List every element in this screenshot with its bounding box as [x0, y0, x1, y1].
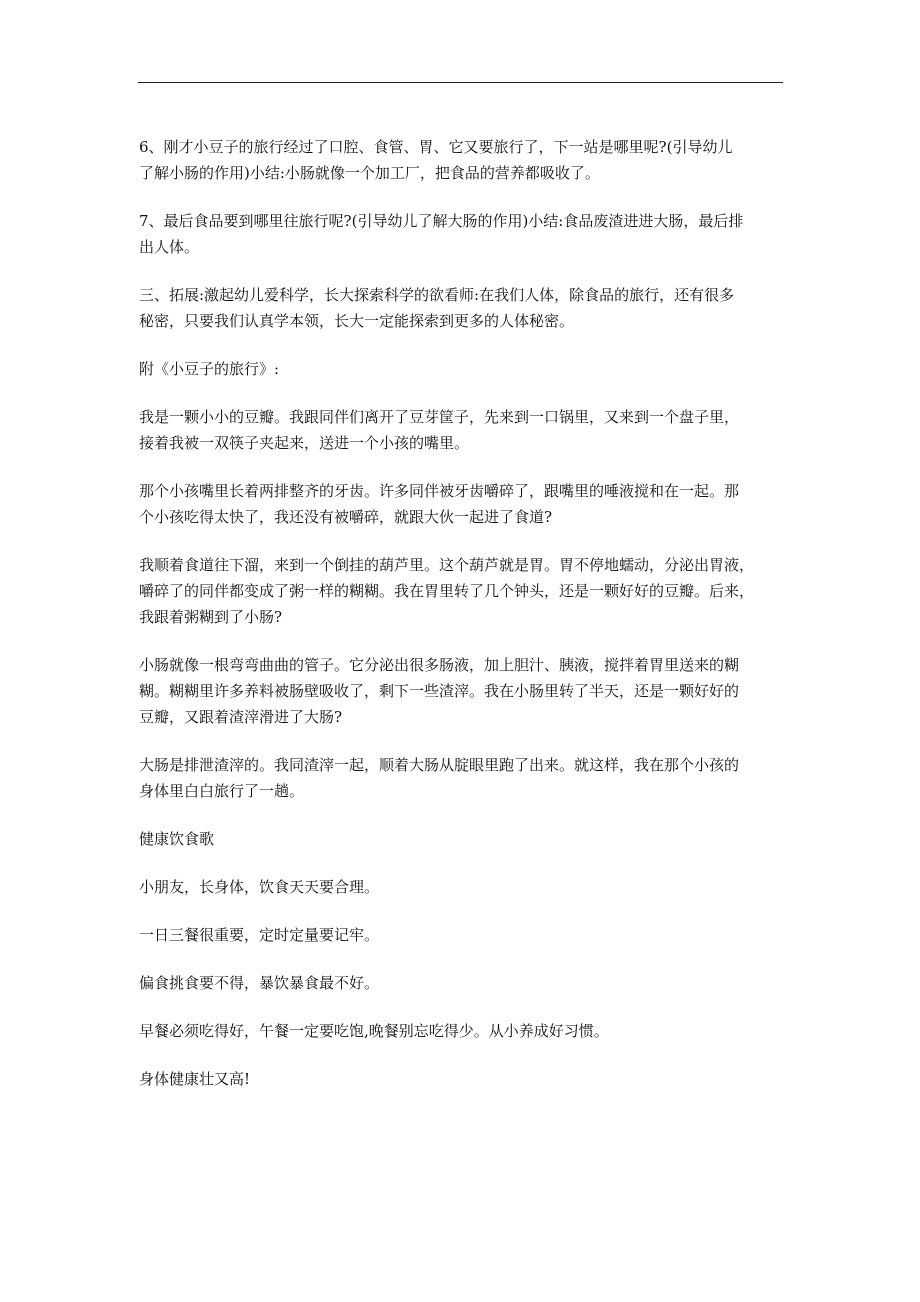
- text-line: 我是一颗小小的豆瓣。我跟同伴们离开了豆芽筐子，先来到一口锅里，又来到一个盘子里，: [139, 408, 740, 426]
- text-line: 7、最后食品要到哪里往旅行呢?(引导幼儿了解大肠的作用)小结:食品废渣进进大肠，最后排: [139, 212, 744, 230]
- text-line: 我跟着粥糊到了小肠?: [139, 608, 283, 626]
- song-line-3: [139, 970, 791, 996]
- story-paragraph-5: [139, 752, 791, 804]
- text-line: 附《小豆子的旅行》:: [139, 360, 280, 378]
- song-line-5: [139, 1066, 791, 1092]
- story-title: [139, 356, 791, 382]
- text-line: 接着我被一双筷子夹起来，送进一个小孩的嘴里。: [139, 434, 470, 452]
- text-line: 大肠是排泄渣滓的。我同渣滓一起，顺着大肠从腚眼里跑了出来。就这样，我在那个小孩的: [139, 756, 740, 774]
- text-line: 身体健康壮又高!: [139, 1070, 251, 1088]
- story-paragraph-3: [139, 552, 791, 630]
- text-line: 出人体。: [139, 238, 200, 256]
- text-line: 豆瓣，又跟着渣滓滑进了大肠?: [139, 708, 343, 726]
- text-line: 小朋友，长身体，饮食天天要合理。: [139, 878, 380, 896]
- text-line: 我顺着食道往下溜，来到一个倒挂的葫芦里。这个葫芦就是胃。胃不停地蠕动，分泌出胃液，: [139, 556, 755, 574]
- text-line: 那个小孩嘴里长着两排整齐的牙齿。许多同伴被牙齿嚼碎了，跟嘴里的唾液搅和在一起。那: [139, 482, 740, 500]
- text-line: 小肠就像一根弯弯曲曲的管子。它分泌出很多肠液，加上胆汁、胰液，搅拌着胃里送来的糊: [139, 656, 740, 674]
- text-line: 糊。糊糊里许多养料被肠壁吸收了，剩下一些渣滓。我在小肠里转了半天，还是一颗好好的: [139, 682, 740, 700]
- text-line: 秘密，只要我们认真学本领，长大一定能探索到更多的人体秘密。: [139, 312, 575, 330]
- song-line-4: [139, 1018, 791, 1044]
- text-line: 偏食挑食要不得，暴饮暴食最不好。: [139, 974, 380, 992]
- song-line-2: [139, 922, 791, 948]
- text-line: 三、拓展:激起幼儿爱科学，长大探索科学的欲看师:在我们人体，除食品的旅行，还有很多: [139, 286, 735, 304]
- text-line: 一日三餐很重要，定时定量要记牢。: [139, 926, 380, 944]
- text-line: 嚼碎了的同伴都变成了粥一样的糊糊。我在胃里转了几个钟头，还是一颗好好的豆瓣。后来，: [139, 582, 755, 600]
- document-body: [139, 134, 791, 1092]
- text-line: 身体里白白旅行了一趟。: [139, 782, 305, 800]
- header-rule: [138, 82, 783, 83]
- song-title: [139, 826, 791, 852]
- text-line: 健康饮食歌: [139, 830, 215, 848]
- story-paragraph-4: [139, 652, 791, 730]
- paragraph-extension: [139, 282, 791, 334]
- story-paragraph-1: [139, 404, 791, 456]
- paragraph-small-intestine-question: [139, 134, 791, 186]
- text-line: 6、刚才小豆子的旅行经过了口腔、食管、胃、它又要旅行了，下一站是哪里呢?(引导幼儿: [139, 138, 733, 156]
- song-line-1: [139, 874, 791, 900]
- paragraph-large-intestine-question: [139, 208, 791, 260]
- story-paragraph-2: [139, 478, 791, 530]
- text-line: 了解小肠的作用)小结:小肠就像一个加工厂，把食品的营养都吸收了。: [139, 164, 600, 182]
- text-line: 个小孩吃得太快了，我还没有被嚼碎，就跟大伙一起进了食道?: [139, 508, 553, 526]
- text-line: 早餐必须吃得好，午餐一定要吃饱,晚餐别忘吃得少。从小养成好习惯。: [139, 1022, 609, 1040]
